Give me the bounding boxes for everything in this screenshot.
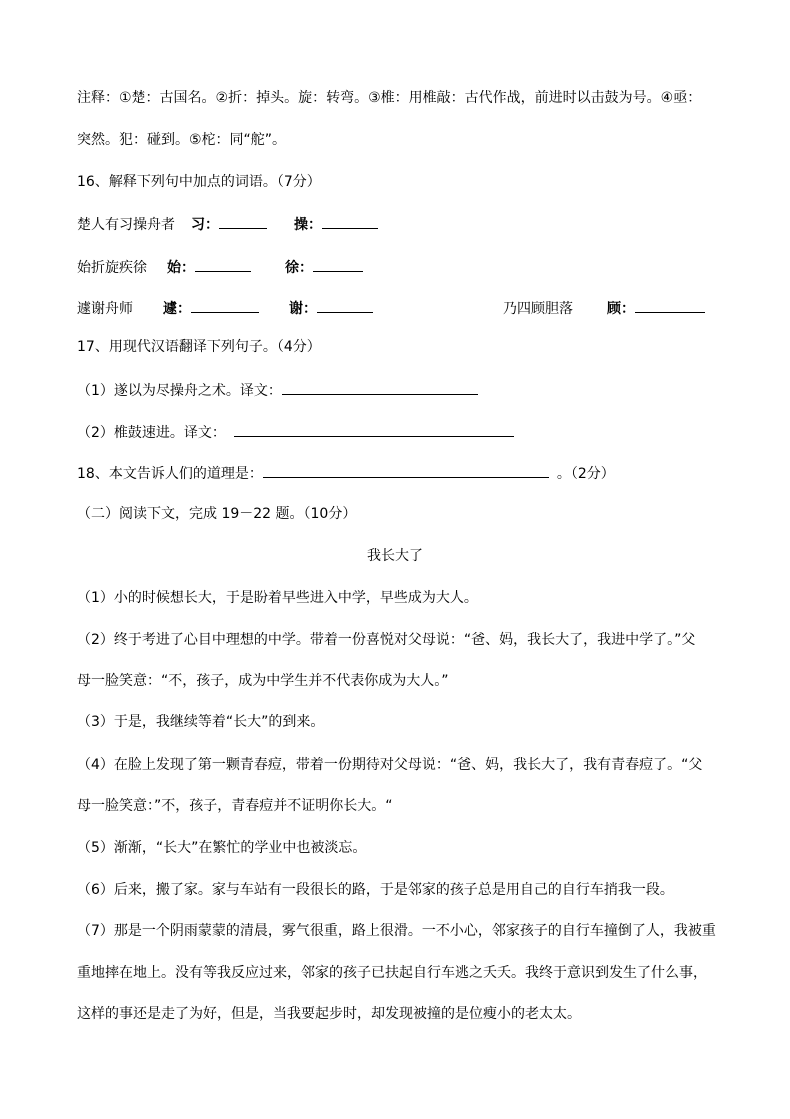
q16-word-xie: 谢：: [289, 301, 317, 317]
paragraph-7b: 重地摔在地上。没有等我反应过来，邻家的孩子已扶起自行车逃之夭夭。我终于意识到发生了什么事，: [77, 965, 707, 981]
paragraph-4b: 母一脸笑意：”不，孩子，青春痘并不证明你长大。“: [77, 798, 393, 814]
q16-sentence-3: 遽谢舟师: [77, 301, 133, 317]
section-2-heading: （二）阅读下文，完成 19－22 题。（10分）: [77, 506, 357, 522]
answer-blank-xi[interactable]: [219, 213, 267, 229]
q17-sentence-2: [77, 421, 514, 443]
q16-word-xi: 习：: [191, 217, 219, 233]
paragraph-3: （3）于是，我继续等着“长大”的到来。: [77, 714, 325, 730]
paragraph-7c: 这样的事还是走了为好，但是，当我要起步时，却发现被撞的是位瘦小的老太太。: [77, 1006, 581, 1022]
notes-line-2: 突然。犯：碰到。⑤柁：同“舵”。: [77, 132, 287, 148]
q16-word-gu: 顾：: [607, 301, 635, 317]
q16-row-1: [77, 213, 378, 235]
answer-blank-xu[interactable]: [313, 256, 363, 272]
q17-sentence-1: [77, 379, 478, 401]
question-18: [77, 462, 615, 484]
q17-s2-text: （2）椎鼓速进。译文：: [77, 425, 226, 441]
paragraph-2a: （2）终于考进了心目中理想的中学。带着一份喜悦对父母说：“爸、妈，我长大了，我进中学了。”父: [77, 632, 696, 648]
paragraph-7a: （7）那是一个阴雨蒙蒙的清晨，雾气很重，路上很滑。一不小心，邻家孩子的自行车撞倒了人，我被重: [77, 923, 716, 939]
q16-word-shi: 始：: [167, 260, 195, 276]
answer-blank-q17-1[interactable]: [282, 379, 478, 395]
answer-blank-shi[interactable]: [195, 256, 251, 272]
essay-title: 我长大了: [367, 548, 423, 564]
question-17-title: 17、用现代汉语翻译下列句子。（4分）: [77, 339, 321, 355]
q18-prefix: 18、本文告诉人们的道理是：: [77, 466, 263, 482]
q16-row-3-right: [503, 297, 705, 319]
q16-sentence-1: 楚人有习操舟者: [77, 217, 175, 233]
q16-word-cao: 操：: [294, 217, 322, 233]
q16-sentence-2: 始折旋疾徐: [77, 260, 147, 276]
paragraph-4a: （4）在脸上发现了第一颗青春痘，带着一份期待对父母说：“爸、妈，我长大了，我有青春痘了。“父: [77, 757, 703, 773]
paragraph-2b: 母一脸笑意：“不，孩子，成为中学生并不代表你成为大人。”: [77, 673, 449, 689]
notes-line-1: 注释：①楚：古国名。②折：掉头。旋：转弯。③椎：用椎敲：古代作战，前进时以击鼓为号。④亟：: [77, 90, 702, 106]
q17-s1-text: （1）遂以为尽操舟之术。译文：: [77, 383, 282, 399]
q16-row-3: [77, 297, 373, 319]
paragraph-1: （1）小的时候想长大，于是盼着早些进入中学，早些成为大人。: [77, 590, 478, 606]
q18-suffix: 。（2分）: [556, 466, 615, 482]
answer-blank-q17-2[interactable]: [234, 421, 514, 437]
paragraph-5: （5）渐渐，“长大”在繁忙的学业中也被淡忘。: [77, 840, 367, 856]
q16-word-ju: 遽：: [163, 301, 191, 317]
q16-row-2: [77, 256, 363, 278]
answer-blank-gu[interactable]: [635, 297, 705, 313]
paragraph-6: （6）后来，搬了家。家与车站有一段很长的路，于是邻家的孩子总是用自己的自行车捎我一段。: [77, 882, 674, 898]
question-16-title: 16、解释下列句中加点的词语。（7分）: [77, 174, 321, 190]
answer-blank-q18[interactable]: [263, 462, 549, 478]
answer-blank-ju[interactable]: [191, 297, 259, 313]
q16-word-xu: 徐：: [285, 260, 313, 276]
q16-sentence-4: 乃四顾胆落: [503, 301, 573, 317]
answer-blank-cao[interactable]: [322, 213, 378, 229]
answer-blank-xie[interactable]: [317, 297, 373, 313]
